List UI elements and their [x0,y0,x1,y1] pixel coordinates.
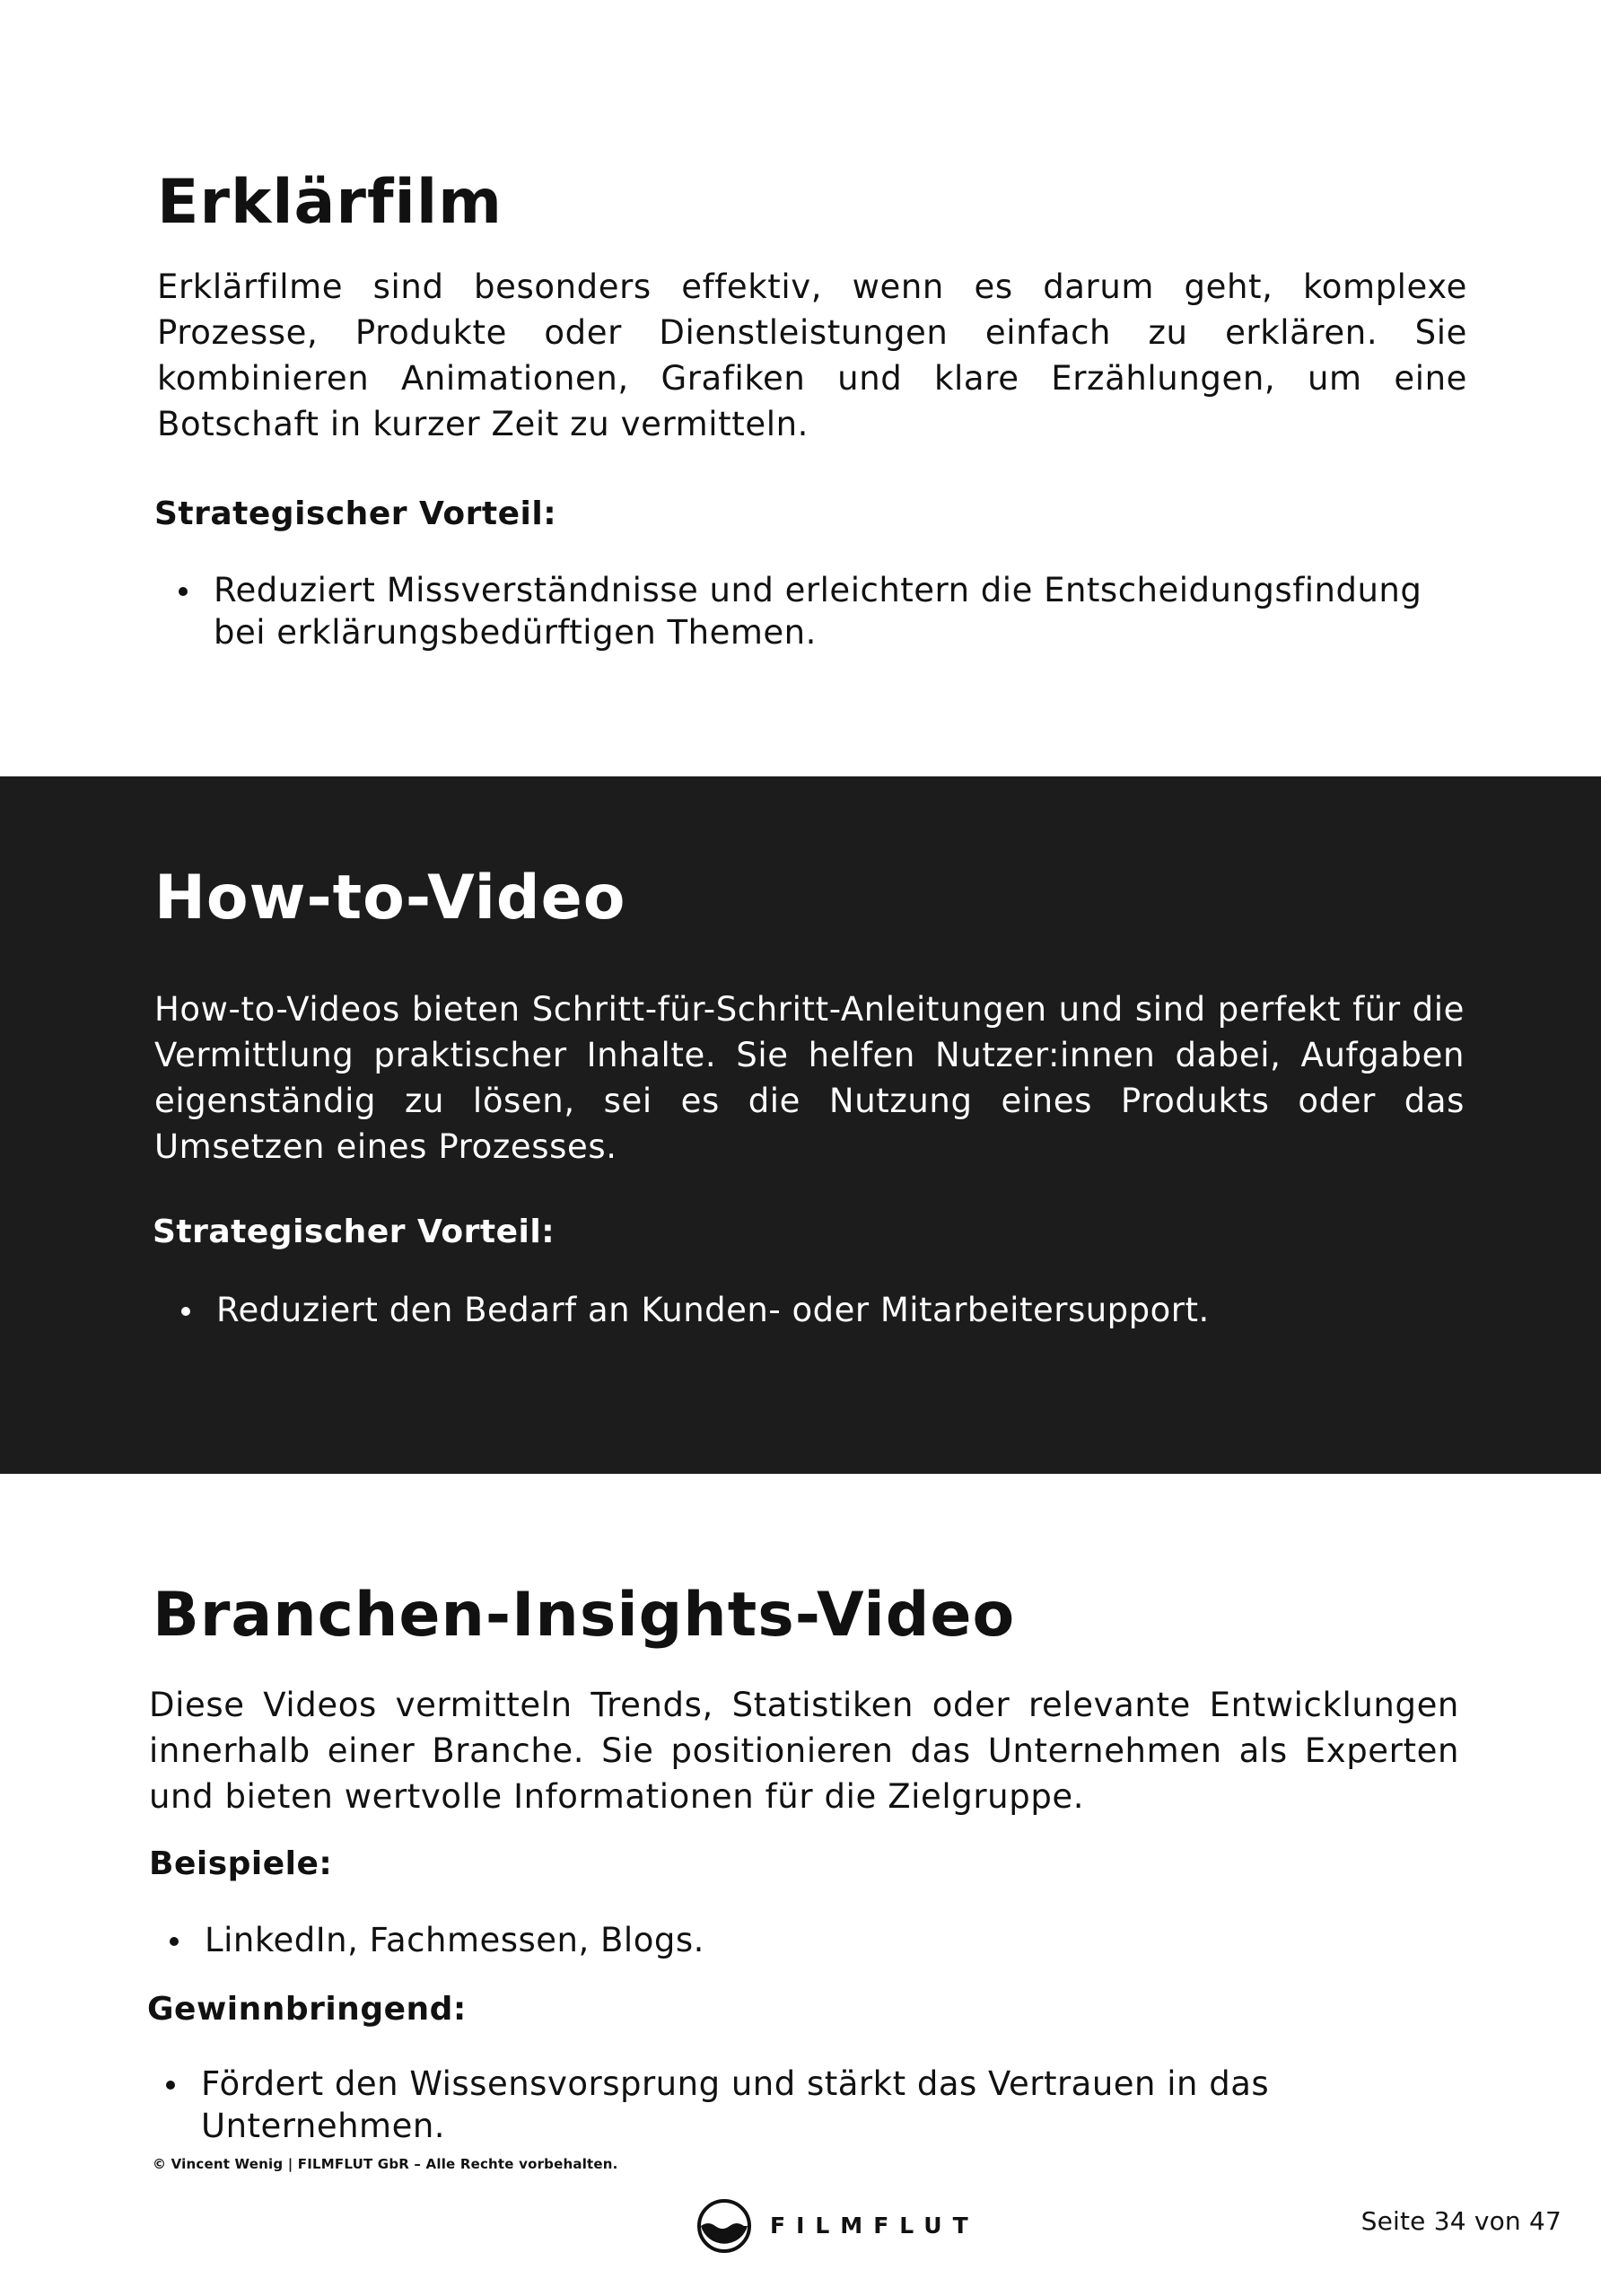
benefit-list [142,2063,1416,2147]
section-branchen-insights [0,1474,1601,2296]
section-how-to-video [0,776,1601,1474]
list-item: Reduziert den Bedarf an Kunden- oder Mitarbeitersupport. [157,1289,1431,1331]
filmflut-wave-circle-logo-icon [696,2198,752,2254]
advantage-list [157,1289,1431,1331]
section-paragraph: How-to-Videos bieten Schritt-für-Schritt-Anleitungen und sind perfekt für die Vermittlung praktischer Inhalte. Sie helfen Nutzer:innen dabei, Aufgaben eigenständig zu lösen, sei es die Nutzung eines Produkts oder das Umsetzen eines Prozesses. [154,990,1465,1166]
page-number: Seite 34 von 47 [1360,2206,1562,2236]
list-item: Fördert den Wissensvorsprung und stärkt das Vertrauen in das Unternehmen. [142,2063,1416,2147]
section-paragraph: Diese Videos vermitteln Trends, Statistiken oder relevante Entwicklungen innerhalb einer Branche. Sie positionieren das Unternehmen als Experten und bieten wertvolle Informationen für die Zielgruppe. [149,1686,1459,1816]
section-title: How-to-Video [154,863,626,933]
section-title: Erklärfilm [157,167,503,238]
examples-label: Beispiele: [149,1845,333,1882]
brand-name: FILMFLUT [770,2213,979,2239]
advantage-label: Strategischer Vorteil: [153,1214,556,1250]
section-erklaerfilm [0,0,1601,776]
section-paragraph: Erklärfilme sind besonders effektiv, wenn es darum geht, komplexe Prozesse, Produkte oder Dienstleistungen einfach zu erklären. Sie kombinieren Animationen, Grafiken und klare Erzählungen, um eine Botschaft in kurzer Zeit zu vermitteln. [157,267,1467,443]
advantage-label: Strategischer Vorteil: [154,495,557,532]
brand-logo [696,2198,979,2256]
examples-list [145,1919,1420,1961]
list-item: LinkedIn, Fachmessen, Blogs. [145,1919,1420,1961]
copyright-notice: © Vincent Wenig | FILMFLUT GbR – Alle Rechte vorbehalten. [153,2156,618,2172]
advantage-list [154,569,1429,653]
section-title: Branchen-Insights-Video [153,1580,1016,1651]
benefit-label: Gewinnbringend: [147,1991,467,2028]
list-item: Reduziert Missverständnisse und erleichtern die Entscheidungsfindung bei erklärungsbedürftigen Themen. [154,569,1429,653]
